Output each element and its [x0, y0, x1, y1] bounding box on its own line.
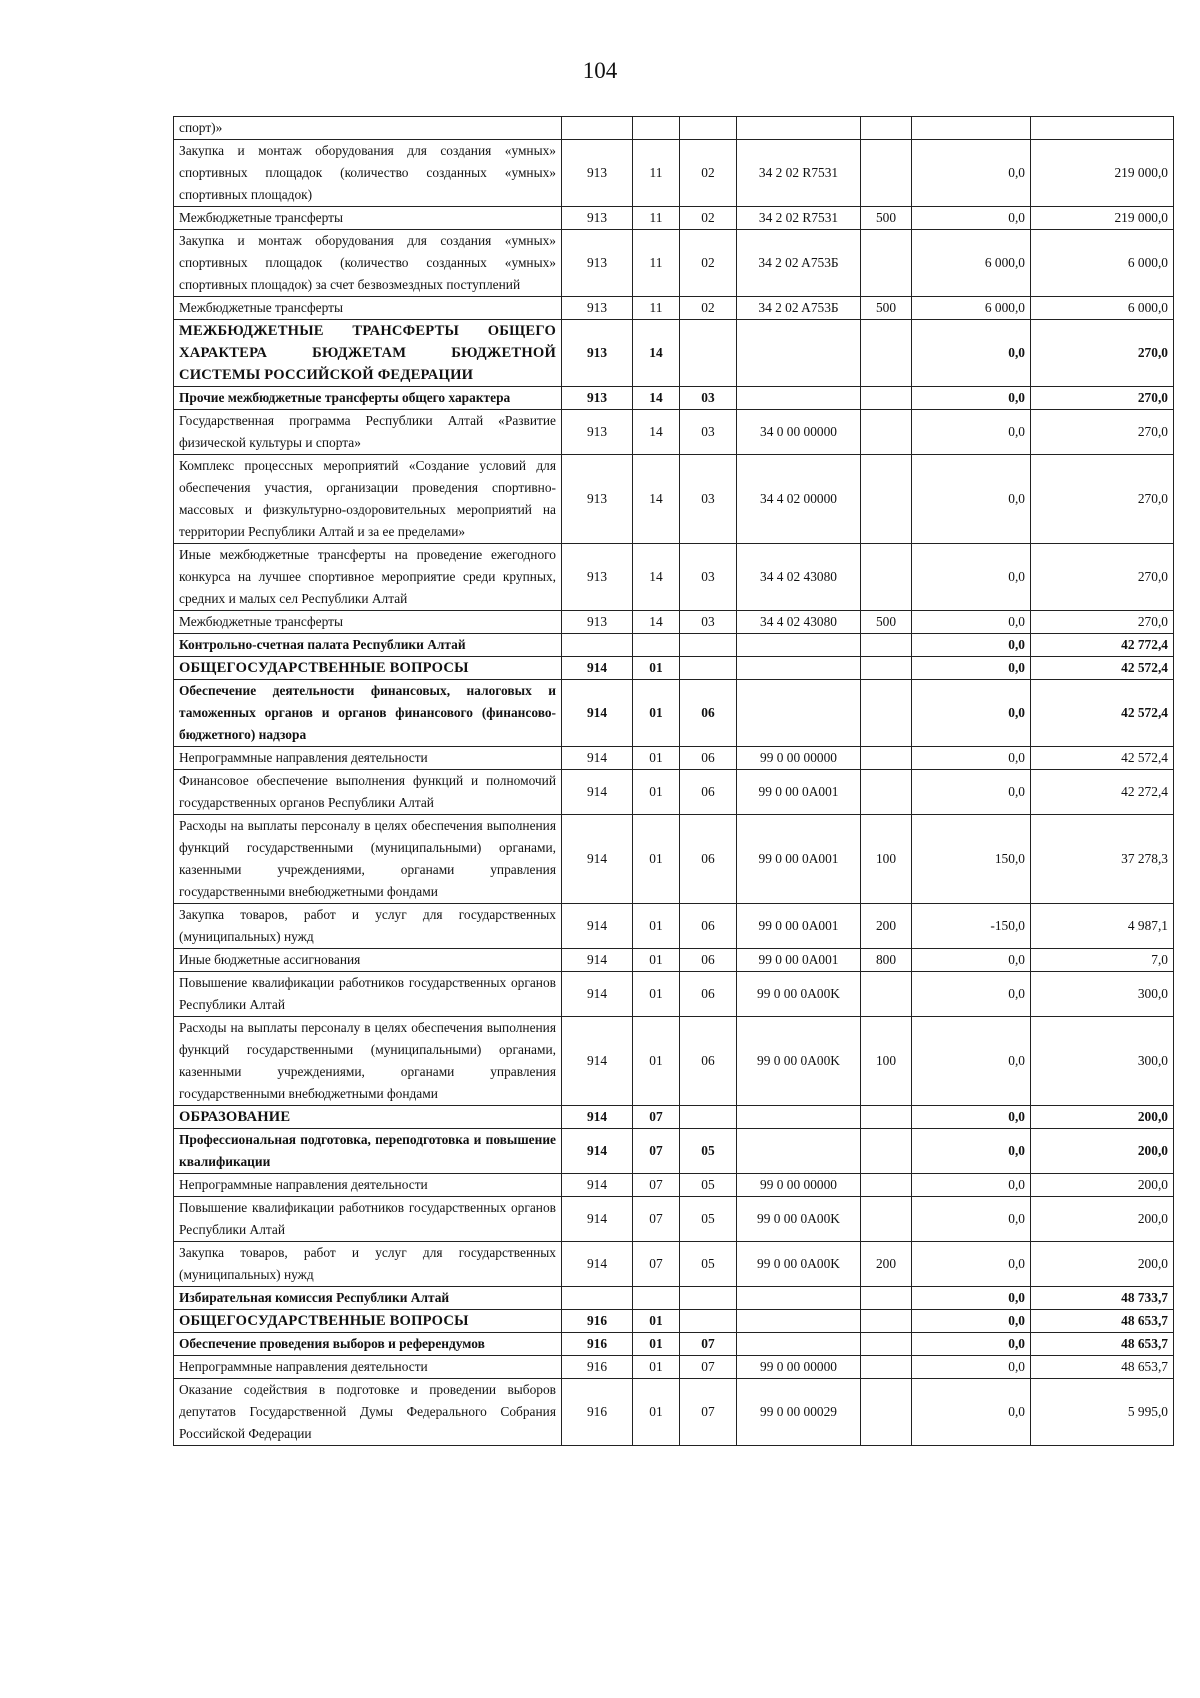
admin-code: 914: [562, 1106, 633, 1129]
table-row: [174, 230, 1174, 297]
table-row: [174, 972, 1174, 1017]
table-row: [174, 904, 1174, 949]
row-name: ОБЩЕГОСУДАРСТВЕННЫЕ ВОПРОСЫ: [174, 1310, 562, 1333]
table-row: [174, 1287, 1174, 1310]
expense-type: 500: [861, 207, 912, 230]
total-amount: 4 987,1: [1031, 904, 1174, 949]
change-amount: 0,0: [912, 410, 1031, 455]
expense-type: [861, 657, 912, 680]
target-article: 34 2 02 R7531: [737, 140, 861, 207]
section-code: 07: [633, 1129, 680, 1174]
row-name: Повышение квалификации работников государственных органов Республики Алтай: [174, 972, 562, 1017]
subsection-code: [680, 1287, 737, 1310]
row-name: спорт)»: [174, 117, 562, 140]
subsection-code: 07: [680, 1333, 737, 1356]
table-row: [174, 1017, 1174, 1106]
expense-type: 500: [861, 611, 912, 634]
row-name: Профессиональная подготовка, переподготовка и повышение квалификации: [174, 1129, 562, 1174]
section-code: [633, 117, 680, 140]
total-amount: 270,0: [1031, 455, 1174, 544]
subsection-code: [680, 634, 737, 657]
change-amount: 0,0: [912, 1356, 1031, 1379]
change-amount: 6 000,0: [912, 230, 1031, 297]
budget-table: [173, 116, 1174, 1446]
section-code: 01: [633, 1356, 680, 1379]
admin-code: 913: [562, 320, 633, 387]
target-article: 99 0 00 0A00K: [737, 1242, 861, 1287]
subsection-code: [680, 320, 737, 387]
change-amount: 0,0: [912, 770, 1031, 815]
total-amount: 48 653,7: [1031, 1333, 1174, 1356]
change-amount: 6 000,0: [912, 297, 1031, 320]
target-article: 99 0 00 0A001: [737, 904, 861, 949]
expense-type: [861, 1106, 912, 1129]
subsection-code: 05: [680, 1197, 737, 1242]
table-row: [174, 544, 1174, 611]
admin-code: 914: [562, 1129, 633, 1174]
subsection-code: 05: [680, 1242, 737, 1287]
target-article: 99 0 00 00000: [737, 747, 861, 770]
subsection-code: 06: [680, 815, 737, 904]
change-amount: 0,0: [912, 1106, 1031, 1129]
row-name: Закупка и монтаж оборудования для создания «умных» спортивных площадок (количество созданных «умных» спортивных площадок): [174, 140, 562, 207]
table-row: [174, 1106, 1174, 1129]
target-article: [737, 1287, 861, 1310]
table-row: [174, 1333, 1174, 1356]
subsection-code: 06: [680, 680, 737, 747]
section-code: 11: [633, 140, 680, 207]
section-code: 14: [633, 410, 680, 455]
admin-code: 914: [562, 1017, 633, 1106]
expense-type: 200: [861, 904, 912, 949]
expense-type: [861, 1174, 912, 1197]
section-code: 07: [633, 1106, 680, 1129]
expense-type: [861, 1310, 912, 1333]
admin-code: 913: [562, 140, 633, 207]
admin-code: 913: [562, 611, 633, 634]
target-article: 99 0 00 0A00K: [737, 972, 861, 1017]
subsection-code: 03: [680, 387, 737, 410]
expense-type: [861, 1379, 912, 1446]
target-article: [737, 680, 861, 747]
section-code: 11: [633, 207, 680, 230]
section-code: 14: [633, 455, 680, 544]
expense-type: [861, 1197, 912, 1242]
expense-type: [861, 1333, 912, 1356]
row-name: Иные бюджетные ассигнования: [174, 949, 562, 972]
page-number: 104: [582, 58, 618, 83]
row-name: Межбюджетные трансферты: [174, 297, 562, 320]
subsection-code: 02: [680, 207, 737, 230]
table-row: [174, 297, 1174, 320]
expense-type: [861, 680, 912, 747]
row-name: Комплекс процессных мероприятий «Создание условий для обеспечения участия, организации проведения спортивно-массовых и физкультурно-оздоровительных мероприятий на территории Республики Алтай и за ее пределами»: [174, 455, 562, 544]
total-amount: 200,0: [1031, 1129, 1174, 1174]
admin-code: [562, 1287, 633, 1310]
row-name: Расходы на выплаты персоналу в целях обеспечения выполнения функций государственными (муниципальными) органами, казенными учреждениями, органами управления государственными внебюджетными фондами: [174, 815, 562, 904]
total-amount: 48 653,7: [1031, 1310, 1174, 1333]
target-article: 34 4 02 43080: [737, 611, 861, 634]
row-name: Межбюджетные трансферты: [174, 207, 562, 230]
change-amount: 0,0: [912, 387, 1031, 410]
subsection-code: 05: [680, 1129, 737, 1174]
table-row: [174, 1379, 1174, 1446]
total-amount: 42 572,4: [1031, 680, 1174, 747]
row-name: МЕЖБЮДЖЕТНЫЕ ТРАНСФЕРТЫ ОБЩЕГО ХАРАКТЕРА БЮДЖЕТАМ БЮДЖЕТНОЙ СИСТЕМЫ РОССИЙСКОЙ ФЕДЕРАЦИИ: [174, 320, 562, 387]
section-code: 07: [633, 1242, 680, 1287]
total-amount: 200,0: [1031, 1106, 1174, 1129]
expense-type: [861, 1356, 912, 1379]
row-name: Закупка товаров, работ и услуг для государственных (муниципальных) нужд: [174, 1242, 562, 1287]
admin-code: [562, 634, 633, 657]
target-article: 99 0 00 00000: [737, 1356, 861, 1379]
table-row: [174, 1129, 1174, 1174]
table-row: [174, 747, 1174, 770]
section-code: 01: [633, 972, 680, 1017]
target-article: [737, 1310, 861, 1333]
total-amount: 6 000,0: [1031, 297, 1174, 320]
target-article: [737, 1106, 861, 1129]
table-row: [174, 140, 1174, 207]
expense-type: [861, 387, 912, 410]
admin-code: 914: [562, 1197, 633, 1242]
total-amount: 42 572,4: [1031, 657, 1174, 680]
row-name: Контрольно-счетная палата Республики Алтай: [174, 634, 562, 657]
table-row: [174, 207, 1174, 230]
subsection-code: 06: [680, 949, 737, 972]
admin-code: 913: [562, 410, 633, 455]
row-name: Закупка товаров, работ и услуг для государственных (муниципальных) нужд: [174, 904, 562, 949]
expense-type: [861, 544, 912, 611]
table-row: [174, 1310, 1174, 1333]
change-amount: 0,0: [912, 320, 1031, 387]
admin-code: 914: [562, 657, 633, 680]
subsection-code: 03: [680, 611, 737, 634]
section-code: 01: [633, 747, 680, 770]
admin-code: 916: [562, 1356, 633, 1379]
target-article: [737, 657, 861, 680]
target-article: 99 0 00 0A00K: [737, 1017, 861, 1106]
expense-type: [861, 1129, 912, 1174]
section-code: [633, 1287, 680, 1310]
total-amount: 270,0: [1031, 611, 1174, 634]
total-amount: 219 000,0: [1031, 207, 1174, 230]
total-amount: 200,0: [1031, 1174, 1174, 1197]
total-amount: 200,0: [1031, 1197, 1174, 1242]
total-amount: 7,0: [1031, 949, 1174, 972]
section-code: 11: [633, 230, 680, 297]
total-amount: 48 733,7: [1031, 1287, 1174, 1310]
expense-type: [861, 634, 912, 657]
subsection-code: 02: [680, 297, 737, 320]
total-amount: 270,0: [1031, 320, 1174, 387]
change-amount: 0,0: [912, 1017, 1031, 1106]
subsection-code: 06: [680, 747, 737, 770]
target-article: [737, 1333, 861, 1356]
expense-type: 100: [861, 1017, 912, 1106]
section-code: [633, 634, 680, 657]
expense-type: [861, 455, 912, 544]
total-amount: 48 653,7: [1031, 1356, 1174, 1379]
table-row: [174, 657, 1174, 680]
subsection-code: 07: [680, 1379, 737, 1446]
admin-code: 914: [562, 680, 633, 747]
row-name: Непрограммные направления деятельности: [174, 747, 562, 770]
target-article: [737, 320, 861, 387]
expense-type: [861, 747, 912, 770]
expense-type: [861, 230, 912, 297]
table-row: [174, 1197, 1174, 1242]
row-name: Расходы на выплаты персоналу в целях обеспечения выполнения функций государственными (муниципальными) органами, казенными учреждениями, органами управления государственными внебюджетными фондами: [174, 1017, 562, 1106]
section-code: 01: [633, 1310, 680, 1333]
section-code: 01: [633, 1379, 680, 1446]
subsection-code: 03: [680, 544, 737, 611]
total-amount: 42 272,4: [1031, 770, 1174, 815]
subsection-code: 03: [680, 410, 737, 455]
subsection-code: 06: [680, 972, 737, 1017]
row-name: Обеспечение проведения выборов и референдумов: [174, 1333, 562, 1356]
table-row: [174, 634, 1174, 657]
row-name: Финансовое обеспечение выполнения функций и полномочий государственных органов Республики Алтай: [174, 770, 562, 815]
admin-code: 913: [562, 230, 633, 297]
change-amount: 0,0: [912, 972, 1031, 1017]
change-amount: 0,0: [912, 1333, 1031, 1356]
change-amount: 0,0: [912, 680, 1031, 747]
table-row: [174, 117, 1174, 140]
target-article: 99 0 00 00000: [737, 1174, 861, 1197]
section-code: 07: [633, 1174, 680, 1197]
target-article: [737, 387, 861, 410]
total-amount: 270,0: [1031, 544, 1174, 611]
table-row: [174, 949, 1174, 972]
row-name: Иные межбюджетные трансферты на проведение ежегодного конкурса на лучшее спортивное мероприятие среди крупных, средних и малых сел Республики Алтай: [174, 544, 562, 611]
table-row: [174, 455, 1174, 544]
row-name: ОБРАЗОВАНИЕ: [174, 1106, 562, 1129]
section-code: 14: [633, 387, 680, 410]
subsection-code: [680, 657, 737, 680]
target-article: 34 4 02 00000: [737, 455, 861, 544]
change-amount: 0,0: [912, 140, 1031, 207]
table-row: [174, 410, 1174, 455]
expense-type: [861, 410, 912, 455]
subsection-code: [680, 117, 737, 140]
subsection-code: 06: [680, 770, 737, 815]
change-amount: -150,0: [912, 904, 1031, 949]
expense-type: 100: [861, 815, 912, 904]
target-article: 99 0 00 0A00K: [737, 1197, 861, 1242]
row-name: Прочие межбюджетные трансферты общего характера: [174, 387, 562, 410]
subsection-code: [680, 1106, 737, 1129]
table-row: [174, 1356, 1174, 1379]
subsection-code: 03: [680, 455, 737, 544]
section-code: 14: [633, 320, 680, 387]
target-article: [737, 1129, 861, 1174]
change-amount: 0,0: [912, 1174, 1031, 1197]
subsection-code: 06: [680, 1017, 737, 1106]
change-amount: 0,0: [912, 657, 1031, 680]
row-name: ОБЩЕГОСУДАРСТВЕННЫЕ ВОПРОСЫ: [174, 657, 562, 680]
change-amount: 0,0: [912, 544, 1031, 611]
admin-code: 914: [562, 770, 633, 815]
target-article: 34 2 02 A753Б: [737, 297, 861, 320]
table-row: [174, 815, 1174, 904]
admin-code: 914: [562, 1242, 633, 1287]
total-amount: 6 000,0: [1031, 230, 1174, 297]
subsection-code: 06: [680, 904, 737, 949]
total-amount: 37 278,3: [1031, 815, 1174, 904]
subsection-code: 02: [680, 140, 737, 207]
section-code: 01: [633, 770, 680, 815]
table-row: [174, 680, 1174, 747]
change-amount: 0,0: [912, 949, 1031, 972]
admin-code: 913: [562, 387, 633, 410]
target-article: [737, 634, 861, 657]
admin-code: [562, 117, 633, 140]
section-code: 14: [633, 611, 680, 634]
section-code: 01: [633, 904, 680, 949]
admin-code: 913: [562, 544, 633, 611]
admin-code: 913: [562, 455, 633, 544]
admin-code: 916: [562, 1333, 633, 1356]
section-code: 01: [633, 815, 680, 904]
target-article: 34 2 02 A753Б: [737, 230, 861, 297]
admin-code: 914: [562, 747, 633, 770]
admin-code: 914: [562, 949, 633, 972]
total-amount: 270,0: [1031, 387, 1174, 410]
section-code: 14: [633, 544, 680, 611]
expense-type: [861, 320, 912, 387]
section-code: 11: [633, 297, 680, 320]
change-amount: 0,0: [912, 1242, 1031, 1287]
row-name: Избирательная комиссия Республики Алтай: [174, 1287, 562, 1310]
section-code: 07: [633, 1197, 680, 1242]
admin-code: 914: [562, 972, 633, 1017]
row-name: Повышение квалификации работников государственных органов Республики Алтай: [174, 1197, 562, 1242]
expense-type: [861, 1287, 912, 1310]
table-row: [174, 1242, 1174, 1287]
total-amount: 219 000,0: [1031, 140, 1174, 207]
total-amount: 200,0: [1031, 1242, 1174, 1287]
row-name: Непрограммные направления деятельности: [174, 1174, 562, 1197]
expense-type: 500: [861, 297, 912, 320]
target-article: 99 0 00 00029: [737, 1379, 861, 1446]
row-name: Межбюджетные трансферты: [174, 611, 562, 634]
admin-code: 914: [562, 815, 633, 904]
section-code: 01: [633, 1333, 680, 1356]
total-amount: 300,0: [1031, 1017, 1174, 1106]
change-amount: 0,0: [912, 455, 1031, 544]
expense-type: [861, 972, 912, 1017]
change-amount: 0,0: [912, 634, 1031, 657]
row-name: Обеспечение деятельности финансовых, налоговых и таможенных органов и органов финансового (финансово-бюджетного) надзора: [174, 680, 562, 747]
change-amount: 0,0: [912, 1197, 1031, 1242]
section-code: 01: [633, 657, 680, 680]
section-code: 01: [633, 680, 680, 747]
expense-type: 800: [861, 949, 912, 972]
change-amount: 0,0: [912, 207, 1031, 230]
admin-code: 916: [562, 1379, 633, 1446]
total-amount: [1031, 117, 1174, 140]
total-amount: 270,0: [1031, 410, 1174, 455]
change-amount: [912, 117, 1031, 140]
expense-type: [861, 117, 912, 140]
target-article: 99 0 00 0A001: [737, 949, 861, 972]
total-amount: 300,0: [1031, 972, 1174, 1017]
table-row: [174, 611, 1174, 634]
expense-type: 200: [861, 1242, 912, 1287]
expense-type: [861, 140, 912, 207]
total-amount: 42 572,4: [1031, 747, 1174, 770]
change-amount: 0,0: [912, 611, 1031, 634]
expense-type: [861, 770, 912, 815]
target-article: [737, 117, 861, 140]
table-row: [174, 770, 1174, 815]
subsection-code: [680, 1310, 737, 1333]
target-article: 34 2 02 R7531: [737, 207, 861, 230]
table-row: [174, 1174, 1174, 1197]
admin-code: 913: [562, 207, 633, 230]
change-amount: 0,0: [912, 1310, 1031, 1333]
table-row: [174, 320, 1174, 387]
change-amount: 0,0: [912, 1129, 1031, 1174]
target-article: 34 4 02 43080: [737, 544, 861, 611]
admin-code: 914: [562, 1174, 633, 1197]
subsection-code: 07: [680, 1356, 737, 1379]
admin-code: 916: [562, 1310, 633, 1333]
row-name: Государственная программа Республики Алтай «Развитие физической культуры и спорта»: [174, 410, 562, 455]
section-code: 01: [633, 1017, 680, 1106]
total-amount: 5 995,0: [1031, 1379, 1174, 1446]
admin-code: 913: [562, 297, 633, 320]
change-amount: 150,0: [912, 815, 1031, 904]
admin-code: 914: [562, 904, 633, 949]
change-amount: 0,0: [912, 1379, 1031, 1446]
row-name: Непрограммные направления деятельности: [174, 1356, 562, 1379]
subsection-code: 05: [680, 1174, 737, 1197]
table-row: [174, 387, 1174, 410]
row-name: Закупка и монтаж оборудования для создания «умных» спортивных площадок (количество созданных «умных» спортивных площадок) за счет безвозмездных поступлений: [174, 230, 562, 297]
change-amount: 0,0: [912, 1287, 1031, 1310]
subsection-code: 02: [680, 230, 737, 297]
total-amount: 42 772,4: [1031, 634, 1174, 657]
target-article: 99 0 00 0A001: [737, 770, 861, 815]
row-name: Оказание содействия в подготовке и проведении выборов депутатов Государственной Думы Федерального Собрания Российской Федерации: [174, 1379, 562, 1446]
section-code: 01: [633, 949, 680, 972]
change-amount: 0,0: [912, 747, 1031, 770]
target-article: 34 0 00 00000: [737, 410, 861, 455]
target-article: 99 0 00 0A001: [737, 815, 861, 904]
